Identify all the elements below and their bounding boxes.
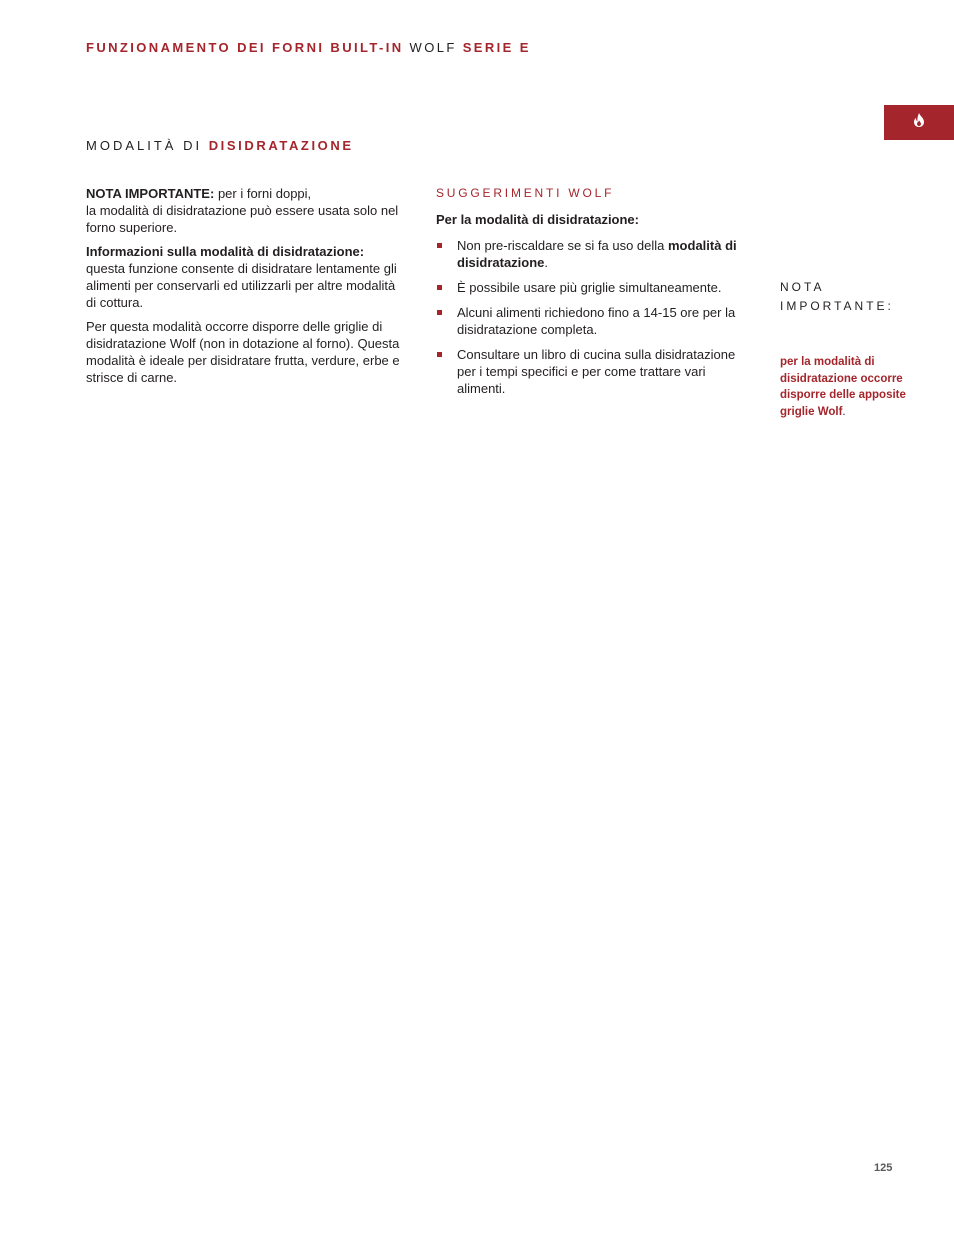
important-note-separator: : <box>209 186 218 201</box>
sidebar-note-text <box>780 354 930 420</box>
tip-text: Non pre-riscaldare se si fa uso della <box>457 238 668 253</box>
intro-column <box>86 185 408 393</box>
sidebar-note-end: . <box>842 405 846 418</box>
tip-bold: modalità di disidratazione <box>457 238 737 270</box>
page-number: 125 <box>874 1162 893 1174</box>
bullet-icon <box>437 352 442 357</box>
list-item <box>436 346 748 397</box>
tip-text: Alcuni alimenti richiedono fino a 14-15 ore per la disidratazione completa. <box>457 305 736 337</box>
header-title-main: FUNZIONAMENTO DEI FORNI BUILT-IN <box>86 40 404 55</box>
bullet-icon <box>437 310 442 315</box>
sidebar-note-title-line2: IMPORTANTE: <box>780 299 894 313</box>
tips-column <box>436 185 748 405</box>
header-series: SERIE E <box>462 40 531 55</box>
tip-end: . <box>544 255 549 270</box>
info-separator: : <box>359 244 365 259</box>
section-tab <box>884 105 954 140</box>
tips-title: SUGGERIMENTI WOLF <box>436 186 615 200</box>
list-item <box>436 304 748 338</box>
section-title <box>86 138 354 153</box>
important-note-paragraph <box>86 185 408 236</box>
bullet-icon <box>437 285 442 290</box>
sidebar-note-title <box>780 278 930 316</box>
racks-paragraph: Per questa modalità occorre disporre delle griglie di disidratazione Wolf (non in dotazione al forno). Questa modalità è ideale per disidratare frutta, verdure, erbe e strisce di carne. <box>86 319 400 385</box>
tip-text: Consultare un libro di cucina sulla disidratazione per i tempi specifici e per come trattare vari alimenti. <box>457 347 736 396</box>
tip-text: È possibile usare più griglie simultaneamente. <box>457 280 722 295</box>
info-text: questa funzione consente di disidratare lentamente gli alimenti per conservarli ed utilizzarli per altre modalità di cottura. <box>86 261 397 310</box>
important-note-line1: per i forni doppi, <box>217 186 312 201</box>
important-note-text: la modalità di disidratazione può essere usata solo nel forno superiore. <box>86 203 399 235</box>
list-item <box>436 279 748 296</box>
tips-list <box>436 237 748 397</box>
section-title-prefix: MODALITÀ DI <box>86 138 209 153</box>
sidebar-note <box>780 278 930 420</box>
page-header <box>86 40 531 55</box>
important-note-label: NOTA IMPORTANTE <box>86 186 210 201</box>
info-label: Informazioni sulla modalità di disidratazione <box>86 244 360 259</box>
list-item <box>436 237 748 271</box>
sidebar-note-body: per la modalità di disidratazione occorre disporre delle apposite griglie Wolf <box>780 356 906 418</box>
sidebar-note-title-line1: NOTA <box>780 280 825 294</box>
section-title-highlight: DISIDRATAZIONE <box>208 138 354 153</box>
flame-icon <box>913 113 925 132</box>
info-paragraph <box>86 243 408 311</box>
bullet-icon <box>437 243 442 248</box>
header-brand: WOLF <box>403 40 463 55</box>
tips-lead: Per la modalità di disidratazione: <box>436 212 639 227</box>
